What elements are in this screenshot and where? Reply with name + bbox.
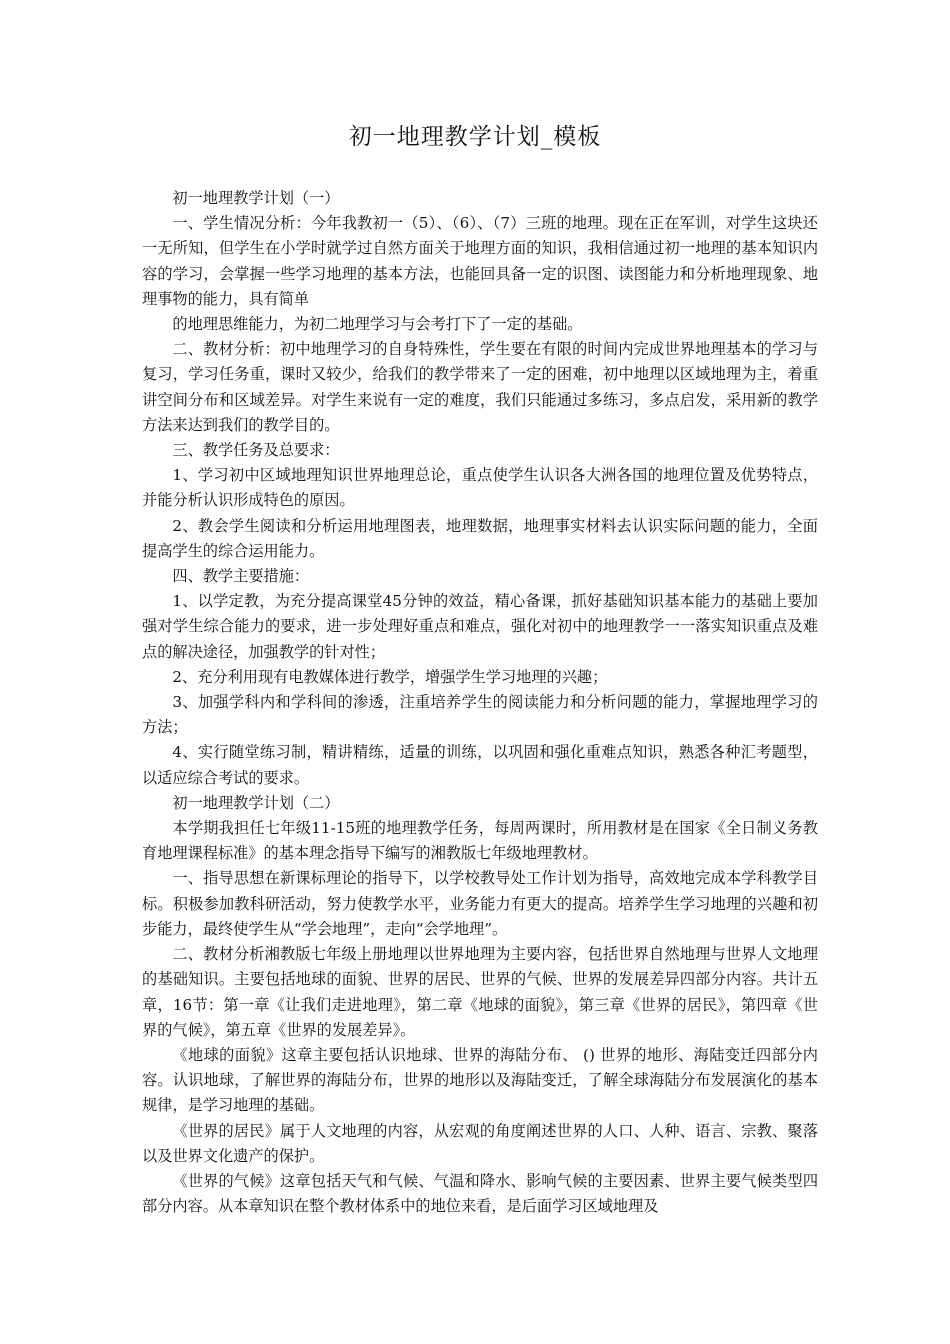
paragraph-earth-chapter: 《地球的面貌》这章主要包括认识地球、世界的海陆分布、 () 世界的地形、海陆变迁四部分内容。认识地球，了解世界的海陆分布，世界的地形以及海陆变迁，了解全球海陆分布发展演化的基本规律，是学习地理的基础。 [142,1045,818,1115]
paragraph-student-analysis: 一、学生情况分析：今年我教初一（5）、（6）、（7）三班的地理。现在正在军训，对学生这块还一无所知，但学生在小学时就学过自然方面关于地理方面的知识，我相信通过初一地理的基本知识内容的学习，会掌握一些学习地理的基本方法，也能回具备一定的识图、读图能力和分析地理现象、地理事物的能力，具有简单 [142,214,818,308]
document-body [142,186,818,1219]
paragraph-plan-two-intro: 本学期我担任七年级11-15班的地理教学任务，每周两课时，所用教材是在国家《全日制义务教育地理课程标准》的基本理念指导下编写的湘教版七年级地理教材。 [142,819,818,863]
paragraph-plan-two-heading: 初一地理教学计划（二） [172,793,340,812]
paragraph-textbook-analysis: 二、教材分析：初中地理学习的自身特殊性，学生要在有限的时间内完成世界地理基本的学习与复习，学习任务重，课时又较少，给我们的教学带来了一定的困难，初中地理以区域地理为主，着重讲空间分布和区域差异。对学生来说有一定的难度，我们只能通过多练习，多点启发，采用新的教学方法来达到我们的教学目的。 [142,340,818,434]
paragraph-measure-1: 1、以学定教，为充分提高课堂45分钟的效益，精心备课，抓好基础知识基本能力的基础上要加强对学生综合能力的要求，进一步处理好重点和难点，强化对初中的地理教学一一落实知识重点及难点的解决途径，加强教学的针对性； [142,592,818,661]
paragraph-task-2: 2、教会学生阅读和分析运用地理图表，地理数据，地理事实材料去认识实际问题的能力，全面提高学生的综合运用能力。 [142,516,818,560]
paragraph-textbook-analysis-2: 二、教材分析湘教版七年级上册地理以世界地理为主要内容，包括世界自然地理与世界人文地理的基础知识。主要包括地球的面貌、世界的居民、世界的气候、世界的发展差异四部分内容。共计五章，16节：第一章《让我们走进地理》，第二章《地球的面貌》，第三章《世界的居民》，第四章《世界的气候》，第五章《世界的发展差异》。 [142,945,818,1039]
paragraph-measures-heading: 四、教学主要措施： [172,567,310,586]
paragraph-measure-4: 4、实行随堂练习制，精讲精练，适量的训练，以巩固和强化重难点知识，熟悉各种汇考题型，以适应综合考试的要求。 [142,743,818,787]
paragraph-measure-2: 2、充分利用现有电教媒体进行教学，增强学生学习地理的兴趣； [172,667,608,686]
paragraph-guiding-thought: 一、指导思想在新课标理论的指导下，以学校教导处工作计划为指导，高效地完成本学科教学目标。积极参加教科研活动，努力使教学水平，业务能力有更大的提高。培养学生学习地理的兴趣和初步能力，最终使学生从“学会地理”，走向“会学地理”。 [142,869,818,938]
paragraph-tasks-heading: 三、教学任务及总要求： [172,441,340,460]
paragraph-task-1: 1、学习初中区域地理知识世界地理总论，重点使学生认识各大洲各国的地理位置及优势特点，并能分析认识形成特色的原因。 [142,466,818,510]
paragraph-residents-chapter: 《世界的居民》属于人文地理的内容，从宏观的角度阐述世界的人口、人种、语言、宗教、聚落以及世界文化遗产的保护。 [142,1121,818,1165]
paragraph-climate-chapter: 《世界的气候》这章包括天气和气候、气温和降水、影响气候的主要因素、世界主要气候类型四部分内容。从本章知识在整个教材体系中的地位来看，是后面学习区域地理及 [142,1171,818,1216]
paragraph-measure-3: 3、加强学科内和学科间的渗透，注重培养学生的阅读能力和分析问题的能力，掌握地理学习的方法； [142,693,818,737]
document-title: 初一地理教学计划_模板 [348,124,602,150]
paragraph-student-analysis-cont: 的地理思维能力，为初二地理学习与会考打下了一定的基础。 [172,315,583,334]
paragraph-plan-one-heading: 初一地理教学计划（一） [172,189,340,207]
